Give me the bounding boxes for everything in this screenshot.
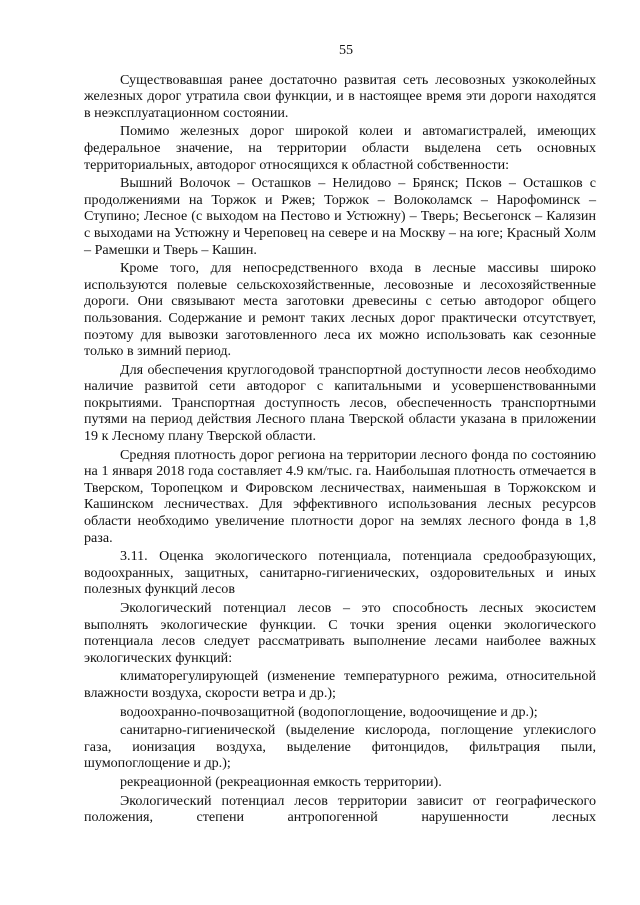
list-item-climate: климаторегулирующей (изменение температурного режима, относительной влажности воздуха, скорости ветра и др.); — [84, 668, 596, 701]
list-item-sanitary: санитарно-гигиенической (выделение кислорода, поглощение углекислого газа, ионизация воздуха, выделение фитонцидов, фильтрация пыли, шумопоглощение и др.); — [84, 722, 596, 772]
section-heading-3-11: 3.11. Оценка экологического потенциала, потенциала средообразующих, водоохранных, защитных, санитарно-гигиенических, оздоровительных и иных полезных функций лесов — [84, 548, 596, 598]
paragraph-road-network: Помимо железных дорог широкой колеи и автомагистралей, имеющих федеральное значение, на территории области выделена сеть основных территориальных, автодорог относящихся к областной собственности: — [84, 123, 596, 173]
paragraph-geographic: Экологический потенциал лесов территории зависит от географического положения, степени антропогенной нарушенности лесных — [84, 792, 596, 826]
list-item-water-protection: водоохранно-почвозащитной (водопоглощение, водоочищение и др.); — [120, 703, 538, 720]
paragraph-narrow-gauge: Существовавшая ранее достаточно развитая сеть лесовозных узкоколейных железных дорог утратила свои функции, и в настоящее время эти дороги находятся в неэксплуатационном состоянии. — [84, 71, 596, 121]
page-number: 55 — [338, 42, 354, 58]
paragraph-road-list: Вышний Волочок – Осташков – Нелидово – Брянск; Псков – Осташков с продолжениями на Торжок и Ржев; Торжок – Волоколамск – Нарофоминск – Ступино; Лесное (с выходом на Пестово и Устюжну) – Тверь; Весьегонск – Калязин с выходами на Устюжну и Череповец на севере и на Москву – на юге; Красный Холм – Рамешки и Тверь – Кашин. — [84, 175, 596, 258]
paragraph-road-density: Средняя плотность дорог региона на территории лесного фонда по состоянию на 1 января 2018 года составляет 4.9 км/тыс. га. Наибольшая плотность отмечается в Тверском, Торопецком и Фировском лесничествах, наименьшая в Торжокском и Кашинском лесничествах. Для эффективного использования лесных ресурсов области необходимо увеличение плотности дорог на землях лесного фонда в 1,8 раза. — [84, 446, 596, 546]
paragraph-ecological-potential: Экологический потенциал лесов – это способность лесных экосистем выполнять экологические функции. С точки зрения оценки экологического потенциала лесов следует рассматривать выполнение лесами наиболее важных экологических функций: — [84, 600, 596, 666]
paragraph-transport-access: Для обеспечения круглогодовой транспортной доступности лесов необходимо наличие развитой сети автодорог с капитальными и усовершенствованными покрытиями. Транспортная доступность лесов, обеспеченность транспортными путями на период действия Лесного плана Тверской области указана в приложении 19 к Лесному плану Тверской области. — [84, 361, 596, 445]
list-item-recreation: рекреационной (рекреационная емкость территории). — [120, 773, 442, 790]
paragraph-forest-roads: Кроме того, для непосредственного входа в лесные массивы широко используются полевые сельскохозяйственные, лесовозные и лесохозяйственные дороги. Они связывают места заготовки древесины с сетью автодорог общего пользования. Содержание и ремонт таких лесных дорог практически отсутствует, поэтому для вывозки заготовленного леса их можно использовать как сезонные только в зимний период. — [84, 260, 596, 360]
